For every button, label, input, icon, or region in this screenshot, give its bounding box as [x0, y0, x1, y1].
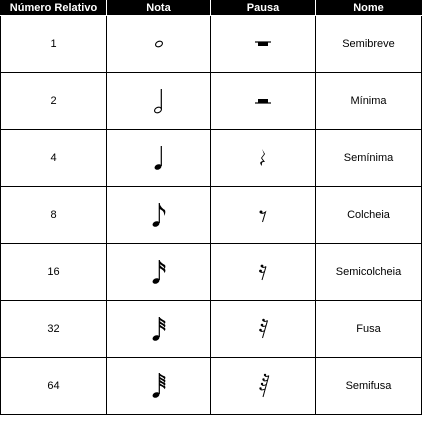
header-numero-relativo: Número Relativo — [1, 1, 107, 16]
table-row — [1, 16, 422, 73]
note-cell — [107, 73, 211, 130]
note-cell — [107, 130, 211, 187]
note-cell — [107, 301, 211, 358]
rest-cell — [211, 16, 316, 73]
quarter-note-icon — [149, 143, 169, 173]
thirty-second-note-icon — [149, 314, 169, 344]
relative-number-cell: 32 — [1, 301, 107, 358]
relative-number-cell: 1 — [1, 16, 107, 73]
sixteenth-rest-icon — [253, 260, 273, 284]
table-row — [1, 73, 422, 130]
relative-number-cell: 16 — [1, 244, 107, 301]
rest-cell — [211, 358, 316, 415]
relative-number-cell: 64 — [1, 358, 107, 415]
rest-cell — [211, 301, 316, 358]
name-cell: Semifusa — [316, 358, 422, 415]
note-cell — [107, 16, 211, 73]
relative-number-cell: 8 — [1, 187, 107, 244]
header-pausa: Pausa — [211, 1, 316, 16]
thirty-second-rest-icon — [253, 316, 273, 342]
half-note-icon — [149, 86, 169, 116]
note-cell — [107, 358, 211, 415]
table-row — [1, 244, 422, 301]
rest-cell — [211, 130, 316, 187]
whole-rest-icon — [251, 34, 275, 54]
table-row — [1, 187, 422, 244]
header-nome: Nome — [316, 1, 422, 16]
note-cell — [107, 244, 211, 301]
eighth-note-icon — [149, 200, 169, 230]
name-cell: Semibreve — [316, 16, 422, 73]
quarter-rest-icon — [253, 146, 273, 170]
sixteenth-note-icon — [149, 257, 169, 287]
name-cell: Semínima — [316, 130, 422, 187]
relative-number-cell: 4 — [1, 130, 107, 187]
rest-cell — [211, 244, 316, 301]
table-row — [1, 301, 422, 358]
name-cell: Fusa — [316, 301, 422, 358]
name-cell: Colcheia — [316, 187, 422, 244]
header-nota: Nota — [107, 1, 211, 16]
table-row — [1, 130, 422, 187]
name-cell: Mínima — [316, 73, 422, 130]
rest-cell — [211, 187, 316, 244]
header-row — [1, 1, 422, 16]
sixty-fourth-note-icon — [149, 371, 169, 401]
note-cell — [107, 187, 211, 244]
name-cell: Semicolcheia — [316, 244, 422, 301]
relative-number-cell: 2 — [1, 73, 107, 130]
rest-cell — [211, 73, 316, 130]
half-rest-icon — [251, 91, 275, 111]
eighth-rest-icon — [253, 203, 273, 227]
whole-note-icon — [149, 34, 169, 54]
table-row — [1, 358, 422, 415]
sixty-fourth-rest-icon — [253, 372, 273, 400]
